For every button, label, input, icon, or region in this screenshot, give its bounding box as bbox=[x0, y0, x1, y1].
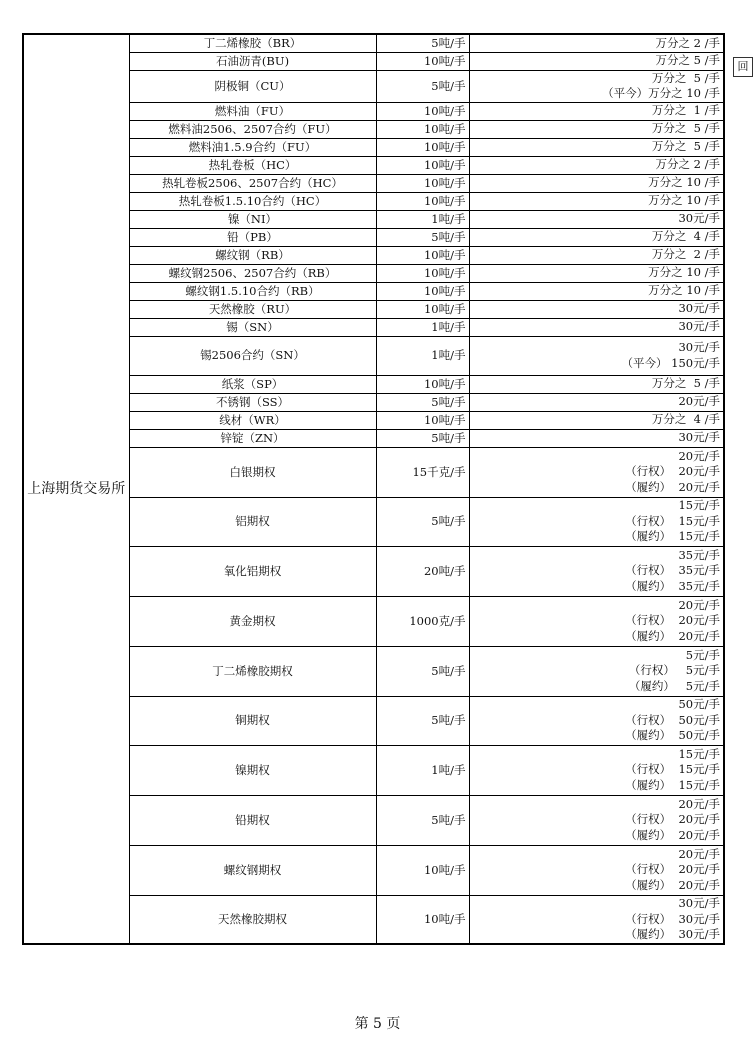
fee-cell bbox=[469, 156, 724, 174]
trading-unit-cell: 5吨/手 bbox=[376, 795, 469, 845]
fee-line: （履约） 50元/手 bbox=[625, 728, 720, 743]
fee-cell bbox=[469, 174, 724, 192]
product-cell: 螺纹钢2506、2507合约（RB） bbox=[129, 264, 376, 282]
table-row bbox=[23, 429, 724, 447]
fee-line: 万分之 5 /手 bbox=[655, 53, 720, 68]
fee-line: 35元/手 bbox=[678, 547, 720, 562]
table-row bbox=[23, 174, 724, 192]
fee-cell bbox=[469, 210, 724, 228]
trading-unit-cell: 1吨/手 bbox=[376, 745, 469, 795]
trading-unit-cell: 10吨/手 bbox=[376, 102, 469, 120]
fee-line: 20元/手 bbox=[678, 846, 720, 861]
trading-unit-cell: 10吨/手 bbox=[376, 264, 469, 282]
table-row bbox=[23, 228, 724, 246]
product-cell: 白银期权 bbox=[129, 447, 376, 497]
fee-line: （行权） 20元/手 bbox=[625, 613, 720, 628]
fee-line: （履约） 20元/手 bbox=[625, 827, 720, 842]
trading-unit-cell: 5吨/手 bbox=[376, 696, 469, 745]
table-row bbox=[23, 497, 724, 546]
trading-unit-cell: 5吨/手 bbox=[376, 228, 469, 246]
table-row bbox=[23, 70, 724, 102]
fee-line: 万分之 4 /手 bbox=[651, 412, 720, 427]
fee-line: 30元/手 bbox=[678, 319, 720, 334]
fee-cell bbox=[469, 845, 724, 895]
product-cell: 不锈钢（SS） bbox=[129, 393, 376, 411]
product-cell: 铅（PB） bbox=[129, 228, 376, 246]
trading-unit-cell: 10吨/手 bbox=[376, 282, 469, 300]
trading-unit-cell: 10吨/手 bbox=[376, 192, 469, 210]
table-row bbox=[23, 300, 724, 318]
fee-line: 20元/手 bbox=[678, 394, 720, 409]
trading-unit-cell: 5吨/手 bbox=[376, 429, 469, 447]
trading-unit-cell: 10吨/手 bbox=[376, 411, 469, 429]
table-row bbox=[23, 282, 724, 300]
fee-line: （行权） 15元/手 bbox=[625, 762, 720, 777]
fee-line: （履约） 30元/手 bbox=[625, 927, 720, 941]
fee-line: （行权） 30元/手 bbox=[625, 911, 720, 926]
product-cell: 氧化铝期权 bbox=[129, 546, 376, 596]
trading-unit-cell: 10吨/手 bbox=[376, 174, 469, 192]
fee-cell bbox=[469, 52, 724, 70]
fee-cell bbox=[469, 228, 724, 246]
trading-unit-cell: 20吨/手 bbox=[376, 546, 469, 596]
table-row bbox=[23, 895, 724, 944]
product-cell: 燃料油2506、2507合约（FU） bbox=[129, 120, 376, 138]
fee-line: 万分之 5 /手 bbox=[651, 139, 720, 154]
page-number: 第 5 页 bbox=[354, 1016, 401, 1032]
fee-cell bbox=[469, 429, 724, 447]
trading-unit-cell: 10吨/手 bbox=[376, 845, 469, 895]
product-cell: 线材（WR） bbox=[129, 411, 376, 429]
table-row bbox=[23, 264, 724, 282]
fee-line: 30元/手 bbox=[678, 301, 720, 316]
product-cell: 热轧卷板2506、2507合约（HC） bbox=[129, 174, 376, 192]
product-cell: 镍期权 bbox=[129, 745, 376, 795]
fee-cell bbox=[469, 102, 724, 120]
table-row bbox=[23, 156, 724, 174]
trading-unit-cell: 10吨/手 bbox=[376, 895, 469, 944]
fee-cell bbox=[469, 70, 724, 102]
fee-cell bbox=[469, 120, 724, 138]
product-cell: 锌锭（ZN） bbox=[129, 429, 376, 447]
fee-line: 万分之 5 /手 bbox=[651, 121, 720, 136]
fee-line: 20元/手 bbox=[678, 796, 720, 811]
fee-line: （履约） 15元/手 bbox=[625, 777, 720, 792]
product-cell: 纸浆（SP） bbox=[129, 375, 376, 393]
table-row bbox=[23, 120, 724, 138]
fee-cell bbox=[469, 138, 724, 156]
fee-line: 万分之 1 /手 bbox=[651, 103, 720, 118]
fee-line: （行权） 20元/手 bbox=[625, 812, 720, 827]
exchange-name-cell: 上海期货交易所 bbox=[23, 34, 129, 944]
table-row bbox=[23, 192, 724, 210]
product-cell: 锡2506合约（SN） bbox=[129, 336, 376, 375]
trading-unit-cell: 5吨/手 bbox=[376, 646, 469, 696]
fee-cell bbox=[469, 447, 724, 497]
trading-unit-cell: 1000克/手 bbox=[376, 596, 469, 646]
table-row bbox=[23, 745, 724, 795]
table-row bbox=[23, 795, 724, 845]
trading-unit-cell: 5吨/手 bbox=[376, 497, 469, 546]
trading-unit-cell: 5吨/手 bbox=[376, 70, 469, 102]
table-row bbox=[23, 138, 724, 156]
product-cell: 丁二烯橡胶（BR） bbox=[129, 34, 376, 52]
product-cell: 螺纹钢1.5.10合约（RB） bbox=[129, 282, 376, 300]
table-row bbox=[23, 52, 724, 70]
fee-cell bbox=[469, 497, 724, 546]
fee-line: （行权） 20元/手 bbox=[625, 464, 720, 479]
product-cell: 黄金期权 bbox=[129, 596, 376, 646]
table-row bbox=[23, 646, 724, 696]
document-icon[interactable]: 回 bbox=[733, 57, 753, 77]
table-row bbox=[23, 393, 724, 411]
fee-cell bbox=[469, 246, 724, 264]
trading-unit-cell: 5吨/手 bbox=[376, 34, 469, 52]
table-row bbox=[23, 246, 724, 264]
product-cell: 螺纹钢（RB） bbox=[129, 246, 376, 264]
product-cell: 铝期权 bbox=[129, 497, 376, 546]
fee-line: （平今） 150元/手 bbox=[621, 355, 720, 370]
fee-line: 万分之 2 /手 bbox=[655, 157, 720, 172]
fee-line: 30元/手 bbox=[678, 430, 720, 445]
product-cell: 阴极铜（CU） bbox=[129, 70, 376, 102]
fee-line: （平今）万分之 10 /手 bbox=[602, 86, 720, 100]
fee-cell bbox=[469, 192, 724, 210]
fee-cell bbox=[469, 34, 724, 52]
fee-cell bbox=[469, 411, 724, 429]
fee-line: 万分之 10 /手 bbox=[648, 175, 720, 190]
trading-unit-cell: 10吨/手 bbox=[376, 52, 469, 70]
fee-line: 万分之 10 /手 bbox=[648, 265, 720, 280]
trading-unit-cell: 10吨/手 bbox=[376, 300, 469, 318]
product-cell: 热轧卷板（HC） bbox=[129, 156, 376, 174]
table-row bbox=[23, 447, 724, 497]
product-cell: 燃料油1.5.9合约（FU） bbox=[129, 138, 376, 156]
product-cell: 镍（NI） bbox=[129, 210, 376, 228]
fee-table bbox=[22, 33, 725, 945]
fee-cell bbox=[469, 646, 724, 696]
fee-line: 30元/手 bbox=[678, 211, 720, 226]
table-row bbox=[23, 375, 724, 393]
fee-cell bbox=[469, 546, 724, 596]
table-row bbox=[23, 696, 724, 745]
fee-line: 15元/手 bbox=[678, 746, 720, 761]
fee-line: （履约） 5元/手 bbox=[628, 678, 720, 693]
fee-cell bbox=[469, 895, 724, 944]
fee-cell bbox=[469, 696, 724, 745]
trading-unit-cell: 1吨/手 bbox=[376, 336, 469, 375]
table-row bbox=[23, 102, 724, 120]
fee-line: 50元/手 bbox=[678, 697, 720, 712]
trading-unit-cell: 1吨/手 bbox=[376, 210, 469, 228]
fee-cell bbox=[469, 596, 724, 646]
fee-line: （履约） 15元/手 bbox=[625, 529, 720, 544]
fee-line: 20元/手 bbox=[678, 597, 720, 612]
trading-unit-cell: 1吨/手 bbox=[376, 318, 469, 336]
fee-line: 30元/手 bbox=[678, 340, 720, 354]
product-cell: 丁二烯橡胶期权 bbox=[129, 646, 376, 696]
product-cell: 天然橡胶期权 bbox=[129, 895, 376, 944]
fee-line: 万分之 5 /手 bbox=[651, 376, 720, 391]
table-row bbox=[23, 411, 724, 429]
fee-line: （履约） 20元/手 bbox=[625, 628, 720, 643]
fee-line: （行权） 50元/手 bbox=[625, 712, 720, 727]
trading-unit-cell: 10吨/手 bbox=[376, 138, 469, 156]
fee-line: 万分之 10 /手 bbox=[648, 193, 720, 208]
fee-line: （行权） 5元/手 bbox=[628, 663, 720, 678]
fee-line: 30元/手 bbox=[678, 896, 720, 910]
fee-cell bbox=[469, 300, 724, 318]
fee-line: 万分之 2 /手 bbox=[655, 35, 720, 50]
table-row bbox=[23, 546, 724, 596]
product-cell: 热轧卷板1.5.10合约（HC） bbox=[129, 192, 376, 210]
fee-cell bbox=[469, 795, 724, 845]
table-row bbox=[23, 336, 724, 375]
fee-line: 5元/手 bbox=[685, 647, 720, 662]
product-cell: 铅期权 bbox=[129, 795, 376, 845]
fee-line: （履约） 35元/手 bbox=[625, 578, 720, 593]
fee-cell bbox=[469, 745, 724, 795]
table-row bbox=[23, 845, 724, 895]
fee-line: 万分之 10 /手 bbox=[648, 283, 720, 298]
product-cell: 石油沥青(BU) bbox=[129, 52, 376, 70]
fee-table-body bbox=[23, 34, 724, 944]
fee-line: 万分之 4 /手 bbox=[651, 229, 720, 244]
trading-unit-cell: 10吨/手 bbox=[376, 156, 469, 174]
product-cell: 铜期权 bbox=[129, 696, 376, 745]
product-cell: 天然橡胶（RU） bbox=[129, 300, 376, 318]
fee-line: （履约） 20元/手 bbox=[625, 877, 720, 892]
fee-cell bbox=[469, 264, 724, 282]
fee-cell bbox=[469, 318, 724, 336]
product-cell: 燃料油（FU） bbox=[129, 102, 376, 120]
fee-cell bbox=[469, 336, 724, 375]
trading-unit-cell: 5吨/手 bbox=[376, 393, 469, 411]
fee-line: （行权） 35元/手 bbox=[625, 563, 720, 578]
fee-line: （行权） 15元/手 bbox=[625, 513, 720, 528]
product-cell: 锡（SN） bbox=[129, 318, 376, 336]
table-row bbox=[23, 34, 724, 52]
table-row bbox=[23, 210, 724, 228]
table-row bbox=[23, 596, 724, 646]
trading-unit-cell: 15千克/手 bbox=[376, 447, 469, 497]
fee-cell bbox=[469, 393, 724, 411]
fee-line: 万分之 5 /手 bbox=[651, 70, 720, 85]
trading-unit-cell: 10吨/手 bbox=[376, 246, 469, 264]
fee-line: 20元/手 bbox=[678, 448, 720, 463]
fee-line: 15元/手 bbox=[678, 498, 720, 513]
fee-line: （行权） 20元/手 bbox=[625, 862, 720, 877]
trading-unit-cell: 10吨/手 bbox=[376, 375, 469, 393]
fee-cell bbox=[469, 375, 724, 393]
fee-cell bbox=[469, 282, 724, 300]
table-row bbox=[23, 318, 724, 336]
trading-unit-cell: 10吨/手 bbox=[376, 120, 469, 138]
product-cell: 螺纹钢期权 bbox=[129, 845, 376, 895]
fee-line: （履约） 20元/手 bbox=[625, 479, 720, 494]
fee-line: 万分之 2 /手 bbox=[651, 247, 720, 262]
